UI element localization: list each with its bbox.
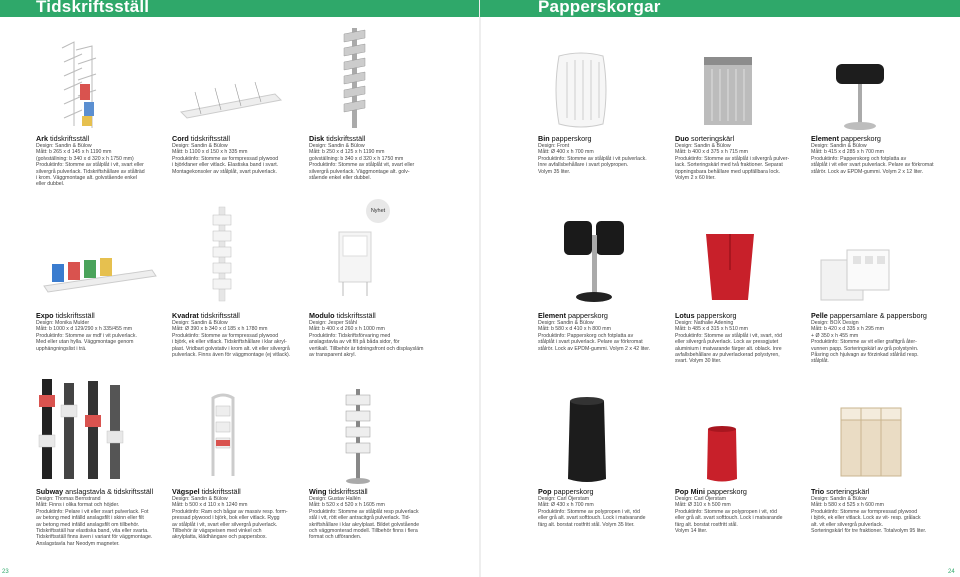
right-page <box>480 0 960 577</box>
bin-illustration <box>553 52 609 128</box>
product-pelle: Pelle pappersamlare & pappersborg Design: BOX Design Mått: b 420 x d 335 x h 295 mm + Ø 350 x h 455 mm Produktinfo: Stomme av vit eller grafitgrå åter- vunnen papp. Sorteringskärl av grå polystyrén. Påsring och hjulvagn av förzinkad stålråd resp. stålplåt. <box>811 311 927 365</box>
pop-illustration <box>562 395 612 485</box>
product-ark: Ark tidskriftsställ Design: Sandin & Bülow Mått: b 265 x d 145 x h 1190 mm (golvställning: b 340 x d 320 x h 1750 mm) Produktinfo: Stomme av stålplåt i vit, svart eller silvergrå pulverlack. Tidskriftshållare av stålträd i krom. Väggmontage alt. golvstående enkel eller dubbel. <box>36 134 145 188</box>
element-small-illustration <box>830 62 890 134</box>
product-bin: Bin papperskorg Design: Front Mått: Ø 400 x h 700 mm Produktinfo: Stomme av stålplåt i vit pulverlack. Inre avfallsbehållare i svart polypropen. Volym 35 liter. <box>538 134 647 175</box>
subway-rack-illustration <box>38 375 126 483</box>
modulo-rack-illustration <box>335 228 375 298</box>
cord-rack-illustration <box>175 82 285 122</box>
product-pop-mini: Pop Mini papperskorg Design: Carl Öjerstam Mått: Ø 310 x h 500 mm Produktinfo: Stomme av polypropen i vit, röd eller grå alt. svart softtouch. Lock i matvarande färg alt. borstat rostfritt stål. Volym 14 liter. <box>675 487 783 535</box>
left-page-header <box>0 0 480 17</box>
product-element-large: Element papperskorg Design: Sandin & Bülow Mått: b 580 x d 410 x h 800 mm Produktinfo: Papperskorg och fotplatta av stålplåt i svart pulverlack. Pelare av förkromat stålrör. Lock av EPDM-gummi. Volym 2 x 42 liter. <box>538 311 651 352</box>
new-badge: Nyhet <box>366 199 390 223</box>
pelle-illustration <box>815 240 895 306</box>
product-lotus: Lotus papperskorg Design: Nathalie Adening Mått: b 485 x d 315 x h 510 mm Produktinfo: Stomme av stålplåt i vit, svart, röd eller silvergrå pulverlack. Lock av pressgjutet aluminium i matvarande färger alt. oblack. Inre avfallsbehållare av pulverlackerad polystyren, svart. Volym 30 liter. <box>675 311 782 365</box>
right-page-title: Papperskorgar <box>538 0 661 16</box>
left-page-number: 23 <box>2 569 9 575</box>
lotus-illustration <box>700 230 760 305</box>
element-large-illustration <box>560 215 630 305</box>
product-modulo: Modulo tidskriftsställ Design: Jesper Ståhl Mått: b 400 x d 260 x h 1000 mm Produktinfo: Tidskriftsförvaring med anslagstavla av vit filt på båda sidor, för vertikalt. Tillbehör är tidningsfront och displaysläm av transparent akryl. <box>309 311 424 359</box>
vagspel-rack-illustration <box>205 390 241 480</box>
product-disk: Disk tidskriftsställ Design: Sandin & Bülow Mått: b 250 x d 125 x h 1190 mm golvställning: b 340 x d 320 x h 1750 mm Produktinfo: Stomme av stålplåt vit, svart eller silvergrå pulverlack. Väggmontage alt. golv- stående enkel eller dubbel. <box>309 134 415 182</box>
product-wing: Wing tidskriftsställ Design: Gustav Hallén Mått: b 520 x d 520 x h 1605 mm Produktinfo: Stomme av stålplåt resp pulverlack stål i vit, rött eller antracitgrå pulverlack. Tid- skriftshållare i klar akrylplast. Bildet golvstående och väggmonterad modell. Tillbehör finns i flera format och utföranden. <box>309 487 420 541</box>
pop-mini-illustration <box>702 425 742 485</box>
left-page-title: Tidskriftsställ <box>36 0 150 16</box>
trio-illustration <box>835 400 915 482</box>
product-duo: Duo sorteringskärl Design: Sandin & Bülow Mått: b 400 x d 375 x h 715 mm Produktinfo: Stomme av stålplåt i silvergrå pulver- lack. Sorteringskärl med två fraktioner. Separat öppningsbara behållare med uppfällbara lock. Volym 2 x 60 liter. <box>675 134 790 182</box>
product-pop: Pop papperskorg Design: Carl Öjerstam Mått: Ø 430 x h 700 mm Produktinfo: Stomme av polypropen i vit, röd eller grå alt. svart softtouch. Lock i matvarande färg alt. borstat rostfritt stål. Volym 35 liter. <box>538 487 646 528</box>
product-trio: Trio sorteringskärl Design: Sandin & Bülow Mått: b 580 x d 525 x h 600 mm Produktinfo: Stomme av formpressad plywood i björk, ek eller vitlack. Lock av vit- resp. grålack alt. vit eller silvergrå pulverlack. Sorteringskärl för tre fraktioner. Totalvolym 95 liter. <box>811 487 927 535</box>
product-expo: Expo tidskriftsställ Design: Monika Mulder Mått: b 1000 x d 129/290 x h 335/455 mm Produktinfo: Stomme av mdf i vit pulverlack. Med eller utan hylla. Väggmontage genom upphängningslist i trä. <box>36 311 137 352</box>
expo-rack-illustration <box>40 250 160 295</box>
right-page-header <box>480 0 960 17</box>
product-subway: Subway anslagstavla & tidskriftsställ Design: Thomas Bernstrand Mått: Finns i olika format och höjder. Produktinfo: Pelare i vit eller svart pulverlack. Fot av betong med infälld anslagsfilt i skinn eller filt av betong med infälld anslagsfilt om tillbehör. Tidskriftsställ har elastiska band, vita eller svarta. Tidskriftsställ finns även i variant för väggmontage. Anslagstavla har Neodym magneter. <box>36 487 154 547</box>
product-vagspel: Vägspel tidskriftsställ Design: Sandin & Bülow Mått: b 500 x d 110 x h 1240 mm Produktinfo: Ram och bågar av massiv resp. form- pressad plywood i björk, bok eller vitlack. Rygg av stålplåt i vit, svart eller silvergrå pulverlack. Tillbehör är vägspeisen med vinkel och akrylplatta, klädhängare och pappersbox. <box>172 487 288 541</box>
duo-illustration <box>700 55 756 131</box>
kvadrat-rack-illustration <box>205 205 241 305</box>
disk-rack-illustration <box>330 26 380 131</box>
right-page-number: 24 <box>948 569 955 575</box>
product-element-small: Element papperskorg Design: Sandin & Bülow Mått: b 415 x d 285 x h 700 mm Produktinfo: Papperskorg och fotplatta av stålplåt i vit eller svart pulverlack. Pelare av förkromat stålrör. Lock av EPDM-gummi. Volym 2 x 12 liter. <box>811 134 934 175</box>
product-kvadrat: Kvadrat tidskriftsställ Design: Sandin & Bülow Mått: Ø 390 x b 340 x d 185 x h 1780 mm Produktinfo: Stomme av formpressad plywood i björk, ek eller vitlack. Tidskriftshållare i klar akryl- plast. Vridbart golvstativ i krom alt. vit eller silvergrå pulverlack. Finns även för väggmontage (ej vitlack). <box>172 311 291 359</box>
ark-rack-illustration <box>52 40 102 130</box>
product-cord: Cord tidskriftsställ Design: Sandin & Bülow Mått: b 1100 x d 150 x h 335 mm Produktinfo: Stomme av formpressad plywood i björkfaner eller vitlack. Elastiska band i svart. Montagekonsoler av stålplåt, svart pulverlack. <box>172 134 279 175</box>
wing-rack-illustration <box>340 385 376 485</box>
